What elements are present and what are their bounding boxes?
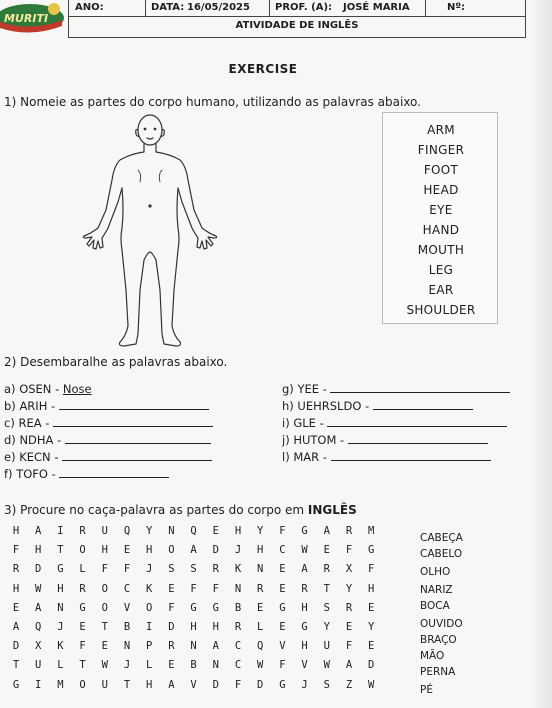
word-search-letter[interactable]: D <box>168 621 175 633</box>
word-search-letter[interactable]: O <box>79 678 86 691</box>
word-search-letter[interactable]: C <box>123 582 131 595</box>
date-label: DATA: <box>151 2 185 13</box>
word-search-letter[interactable]: G <box>279 601 286 614</box>
answer-blank[interactable] <box>65 433 211 444</box>
word-search-letter[interactable]: E <box>279 621 286 633</box>
word-search-letter[interactable]: G <box>212 601 219 614</box>
number-label: Nº: <box>447 2 466 13</box>
unscramble-label: a) OSEN - <box>4 382 60 396</box>
word-search-letter[interactable]: G <box>301 621 308 633</box>
word-search-letter[interactable]: K <box>57 640 64 653</box>
word-search-list-item: PERNA <box>420 666 456 678</box>
exercise-title: EXERCISE <box>228 62 298 76</box>
word-search-letter[interactable]: R <box>345 601 353 614</box>
word-search-letter[interactable]: J <box>123 659 131 672</box>
word-search-letter[interactable]: C <box>234 659 242 672</box>
word-search-letter[interactable]: B <box>190 659 197 672</box>
word-search-letter[interactable]: C <box>234 640 242 653</box>
answer-blank[interactable] <box>59 467 169 478</box>
word-search-letter[interactable]: J <box>301 678 308 691</box>
word-search-letter[interactable]: R <box>79 525 86 537</box>
word-search-letter[interactable]: N <box>123 640 131 653</box>
word-search-list-item: OUVIDO <box>420 618 463 630</box>
unscramble-label: f) TOFO - <box>4 467 56 481</box>
word-search-letter[interactable]: F <box>234 678 242 691</box>
word-search-letter[interactable]: T <box>57 544 64 557</box>
school-logo <box>0 0 68 36</box>
word-search-letter[interactable]: W <box>101 659 108 672</box>
word-search-letter[interactable]: H <box>101 544 108 557</box>
word-search-letter[interactable]: Y <box>323 621 330 633</box>
word-search-letter[interactable]: J <box>234 544 242 557</box>
word-search-letter[interactable]: D <box>257 678 264 691</box>
word-search-letter[interactable]: A <box>12 621 20 633</box>
word-search-letter[interactable]: R <box>212 563 219 576</box>
unscramble-label: e) KECN - <box>4 450 59 464</box>
word-search-list-item: CABELO <box>420 548 463 560</box>
svg-text:MURITI: MURITI <box>4 12 49 25</box>
word-search-letter[interactable]: L <box>257 621 264 633</box>
header-row <box>69 0 525 17</box>
unscramble-item <box>4 416 213 430</box>
word-search-letter[interactable]: T <box>323 582 330 595</box>
word-search-letter[interactable]: P <box>146 640 153 653</box>
question-2-prompt: 2) Desembaralhe as palavras abaixo. <box>4 355 228 369</box>
word-search-letter[interactable]: Y <box>146 525 153 537</box>
word-search-letter[interactable]: Y <box>368 621 375 633</box>
word-search-letter[interactable]: J <box>57 621 64 633</box>
word-search-letter[interactable]: V <box>279 640 286 653</box>
word-search-letter[interactable]: R <box>301 582 308 595</box>
word-search-letter[interactable]: V <box>123 601 131 614</box>
word-search-letter[interactable]: R <box>345 525 353 537</box>
header-divider <box>425 0 426 17</box>
word-search-letter[interactable]: D <box>35 563 42 576</box>
word-search-list-item: OLHO <box>420 566 451 578</box>
word-search-letter[interactable]: H <box>257 544 264 557</box>
word-search-letter[interactable]: A <box>345 659 353 672</box>
word-search-letter[interactable]: E <box>323 544 330 557</box>
word-search-letter[interactable]: G <box>301 525 308 537</box>
word-search-letter[interactable]: M <box>57 678 64 691</box>
word-search-letter[interactable]: E <box>279 582 286 595</box>
answer-blank[interactable] <box>331 450 491 461</box>
word-search-letter[interactable]: K <box>146 582 153 595</box>
word-search-letter[interactable]: O <box>146 601 153 614</box>
word-search-letter[interactable]: D <box>212 544 219 557</box>
word-search-letter[interactable]: D <box>368 659 375 672</box>
word-search-letter[interactable]: B <box>123 621 131 633</box>
word-search-letter[interactable]: U <box>323 640 330 653</box>
word-search-letter[interactable]: H <box>301 640 308 653</box>
word-search-letter[interactable]: N <box>234 582 242 595</box>
word-search-letter[interactable]: H <box>35 544 42 557</box>
word-search-letter[interactable]: Q <box>190 525 197 537</box>
teacher-label: PROF. (A): <box>275 2 333 13</box>
unscramble-label: i) GLE - <box>282 416 324 430</box>
word-search-letter[interactable]: Q <box>35 621 42 633</box>
unscramble-label: d) NDHA - <box>4 433 62 447</box>
word-search-letter[interactable]: A <box>35 601 42 614</box>
word-search-letter[interactable]: H <box>146 678 153 691</box>
unscramble-item <box>4 467 169 481</box>
unscramble-label: l) MAR - <box>282 450 327 464</box>
word-search-letter[interactable]: A <box>301 563 308 576</box>
word-search-letter[interactable]: H <box>301 601 308 614</box>
word-search-letter[interactable]: R <box>79 582 86 595</box>
unscramble-label: j) HUTOM - <box>282 433 345 447</box>
word-search-letter[interactable]: F <box>279 525 286 537</box>
unscramble-answer: Nose <box>62 382 92 396</box>
word-search-letter[interactable]: H <box>12 525 20 537</box>
question-3-prompt-text: 3) Procure no caça-palavra as partes do corpo em <box>4 503 308 517</box>
word-search-letter[interactable]: H <box>368 582 375 595</box>
answer-blank[interactable] <box>59 399 209 410</box>
word-search-list-item: CABEÇA <box>420 532 463 544</box>
word-search-letter[interactable]: G <box>79 601 86 614</box>
word-search-letter[interactable]: G <box>368 544 375 557</box>
word-bank-item: SHOULDER <box>406 303 476 317</box>
ano-label: ANO: <box>75 2 104 13</box>
word-search-letter[interactable]: E <box>79 621 86 633</box>
word-search-grid <box>8 525 394 700</box>
word-search-letter[interactable]: R <box>12 563 20 576</box>
answer-blank[interactable] <box>327 416 507 427</box>
word-search-letter[interactable]: A <box>323 525 330 537</box>
unscramble-item <box>282 450 491 464</box>
answer-blank[interactable] <box>373 399 473 410</box>
word-search-letter[interactable]: F <box>212 582 219 595</box>
word-search-letter[interactable]: M <box>368 525 375 537</box>
word-bank-item: MOUTH <box>417 243 465 257</box>
word-search-letter[interactable]: F <box>12 544 20 557</box>
word-search-letter[interactable]: Q <box>123 525 131 537</box>
word-search-letter[interactable]: T <box>123 678 131 691</box>
word-search-letter[interactable]: S <box>323 601 330 614</box>
word-search-letter[interactable]: F <box>368 563 375 576</box>
teacher-name: JOSÉ MARIA <box>343 2 410 13</box>
unscramble-label: c) REA - <box>4 416 50 430</box>
word-search-letter[interactable]: D <box>212 678 219 691</box>
word-search-letter[interactable]: U <box>35 659 42 672</box>
word-search-letter[interactable]: F <box>345 544 353 557</box>
answer-blank[interactable] <box>348 433 488 444</box>
word-search-letter[interactable]: F <box>190 582 197 595</box>
question-3-prompt-bold: INGLÊS <box>307 503 357 517</box>
word-search-letter[interactable]: E <box>368 601 375 614</box>
word-search-letter[interactable]: N <box>57 601 64 614</box>
word-search-letter[interactable]: T <box>12 659 20 672</box>
word-bank-item: FOOT <box>423 163 459 177</box>
unscramble-item <box>282 416 507 430</box>
word-search-letter[interactable]: E <box>212 525 219 537</box>
word-search-letter[interactable]: E <box>123 544 131 557</box>
word-search-letter[interactable]: W <box>301 544 308 557</box>
word-bank-item: LEG <box>428 263 454 277</box>
answer-blank[interactable] <box>330 382 510 393</box>
word-search-list-item: PÉ <box>420 684 433 696</box>
word-search-letter[interactable]: F <box>345 640 353 653</box>
word-search-letter[interactable]: N <box>257 563 264 576</box>
word-search-letter[interactable]: V <box>190 678 197 691</box>
word-search-letter[interactable]: V <box>301 659 308 672</box>
word-search-letter[interactable]: E <box>279 563 286 576</box>
unscramble-item <box>4 433 211 447</box>
word-search-letter[interactable]: B <box>234 601 242 614</box>
word-search-letter[interactable]: L <box>79 563 86 576</box>
word-search-letter[interactable]: Y <box>257 525 264 537</box>
word-search-letter[interactable]: A <box>212 640 219 653</box>
word-search-letter[interactable]: E <box>12 601 20 614</box>
word-search-letter[interactable]: F <box>101 563 108 576</box>
word-search-letter[interactable]: N <box>168 525 175 537</box>
word-search-letter[interactable]: S <box>323 678 330 691</box>
unscramble-item <box>282 382 510 396</box>
word-search-letter[interactable]: H <box>190 621 197 633</box>
word-search-letter[interactable]: R <box>168 640 175 653</box>
word-search-letter[interactable]: C <box>279 544 286 557</box>
unscramble-item <box>4 399 209 413</box>
word-search-letter[interactable]: H <box>57 582 64 595</box>
word-search-letter[interactable]: E <box>168 582 175 595</box>
human-body-figure <box>70 110 230 355</box>
word-search-letter[interactable]: Y <box>345 582 353 595</box>
word-search-letter[interactable]: E <box>168 659 175 672</box>
question-3-prompt <box>4 503 357 517</box>
unscramble-item <box>4 450 212 464</box>
unscramble-label: b) ARIH - <box>4 399 56 413</box>
word-search-letter[interactable]: L <box>146 659 153 672</box>
word-search-letter[interactable]: R <box>234 621 242 633</box>
word-search-letter[interactable]: I <box>35 678 42 691</box>
date-value: 16/05/2025 <box>187 2 250 13</box>
word-search-letter[interactable]: G <box>190 601 197 614</box>
word-search-letter[interactable]: H <box>12 582 20 595</box>
word-search-letter[interactable]: D <box>12 640 20 653</box>
word-search-letter[interactable]: W <box>368 678 375 691</box>
word-search-letter[interactable]: Z <box>345 678 353 691</box>
word-bank-item: HEAD <box>423 183 459 197</box>
word-search-letter[interactable]: W <box>35 582 42 595</box>
word-search-letter[interactable]: A <box>168 678 175 691</box>
activity-subtitle: ATIVIDADE DE INGLÊS <box>235 20 359 31</box>
word-search-letter[interactable]: I <box>146 621 153 633</box>
word-search-letter[interactable]: T <box>101 621 108 633</box>
word-search-letter[interactable]: O <box>101 582 108 595</box>
word-search-letter[interactable]: X <box>345 563 353 576</box>
header-divider <box>269 0 270 17</box>
word-search-letter[interactable]: F <box>279 659 286 672</box>
word-search-list-item: BRAÇO <box>420 634 457 646</box>
unscramble-item <box>282 399 473 413</box>
word-search-letter[interactable]: O <box>101 601 108 614</box>
word-search-list-item: BOCA <box>420 600 450 612</box>
word-search-letter[interactable]: S <box>190 563 197 576</box>
page-shadow <box>530 0 552 708</box>
word-search-letter[interactable]: E <box>368 640 375 653</box>
word-bank-item: EAR <box>428 283 454 297</box>
word-search-letter[interactable]: E <box>257 601 264 614</box>
word-search-letter[interactable]: F <box>168 601 175 614</box>
unscramble-item <box>4 382 92 396</box>
word-search-letter[interactable]: U <box>101 678 108 691</box>
word-search-letter[interactable]: R <box>323 563 330 576</box>
word-search-letter[interactable]: O <box>168 544 175 557</box>
unscramble-label: g) YEE - <box>282 382 327 396</box>
word-bank-item: ARM <box>427 123 455 137</box>
word-search-letter[interactable]: G <box>279 678 286 691</box>
word-search-letter[interactable]: F <box>123 563 131 576</box>
header-box <box>68 0 526 38</box>
question-1-prompt: 1) Nomeie as partes do corpo humano, utilizando as palavras abaixo. <box>4 95 421 109</box>
word-search-letter[interactable]: U <box>101 525 108 537</box>
word-search-letter[interactable]: N <box>190 640 197 653</box>
word-search-letter[interactable]: G <box>57 563 64 576</box>
word-bank-item: FINGER <box>417 143 465 157</box>
word-search-list-item: NARIZ <box>420 584 453 596</box>
word-search-letter[interactable]: E <box>101 640 108 653</box>
word-search-letter[interactable]: T <box>79 659 86 672</box>
word-search-letter[interactable]: A <box>190 544 197 557</box>
word-bank <box>382 112 498 324</box>
word-search-letter[interactable]: E <box>345 621 353 633</box>
word-search-letter[interactable]: H <box>146 544 153 557</box>
answer-blank[interactable] <box>62 450 212 461</box>
word-search-letter[interactable]: I <box>57 525 64 537</box>
word-search-letter[interactable]: A <box>35 525 42 537</box>
header-divider <box>145 0 146 17</box>
word-search-letter[interactable]: H <box>212 621 219 633</box>
word-search-letter[interactable]: H <box>234 525 242 537</box>
word-search-letter[interactable]: X <box>35 640 42 653</box>
unscramble-label: h) UEHRSLDO - <box>282 399 370 413</box>
word-bank-item: HAND <box>422 223 460 237</box>
word-search-letter[interactable]: J <box>146 563 153 576</box>
word-bank-item: EYE <box>429 203 453 217</box>
word-search-letter[interactable]: R <box>257 582 264 595</box>
word-search-letter[interactable]: L <box>57 659 64 672</box>
word-search-letter[interactable]: W <box>257 659 264 672</box>
word-search-list-item: MÃO <box>420 650 445 662</box>
word-search-letter[interactable]: Q <box>257 640 264 653</box>
word-search-letter[interactable]: N <box>212 659 219 672</box>
word-search-letter[interactable]: F <box>79 640 86 653</box>
answer-blank[interactable] <box>53 416 213 427</box>
word-search-letter[interactable]: O <box>79 544 86 557</box>
word-search-letter[interactable]: K <box>234 563 242 576</box>
word-search-letter[interactable]: W <box>323 659 330 672</box>
word-search-letter[interactable]: G <box>12 678 20 691</box>
unscramble-item <box>282 433 488 447</box>
word-search-letter[interactable]: S <box>168 563 175 576</box>
